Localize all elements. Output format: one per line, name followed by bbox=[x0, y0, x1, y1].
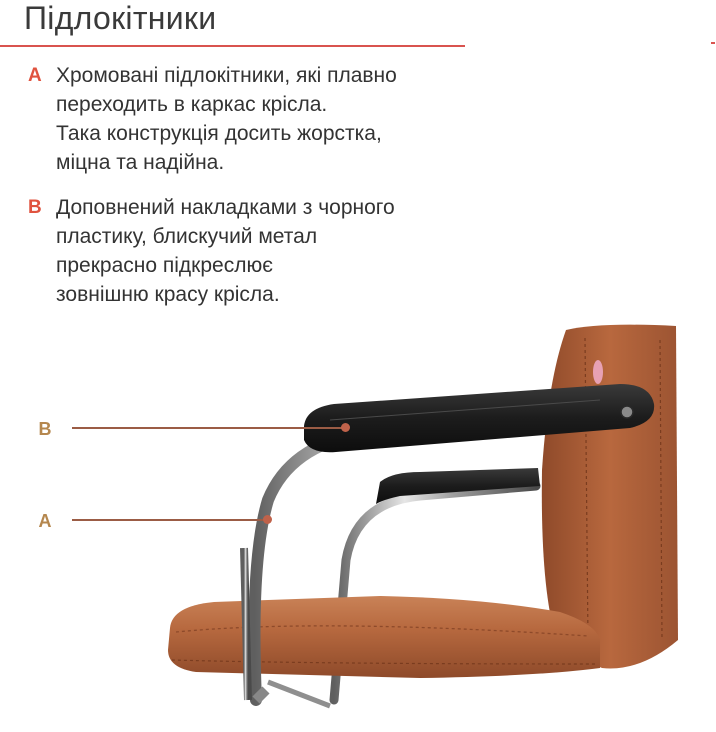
callout-dot-b bbox=[341, 423, 350, 432]
callout-line-a bbox=[72, 519, 266, 521]
feature-text-line: зовнішню красу крісла. bbox=[56, 283, 280, 306]
feature-letter: B bbox=[28, 197, 42, 218]
callout-label-b: B bbox=[38, 419, 52, 439]
feature-item-b bbox=[28, 193, 468, 309]
feature-item-a bbox=[28, 61, 468, 177]
feature-text-line: міцна та надійна. bbox=[56, 151, 225, 174]
feature-text bbox=[56, 61, 468, 177]
divider-mark bbox=[711, 42, 715, 44]
feature-text-line: прекрасно підкреслює bbox=[56, 254, 273, 277]
feature-letter: A bbox=[28, 65, 42, 86]
feature-text-line: пластику, блискучий метал bbox=[56, 225, 318, 248]
feature-text-line: переходить в каркас крісла. bbox=[56, 93, 328, 116]
callout-line-b bbox=[72, 427, 344, 429]
feature-text bbox=[56, 193, 468, 309]
feature-text-line: Доповнений накладками з чорного bbox=[56, 196, 395, 219]
feature-text-line: Така конструкція досить жорстка, bbox=[56, 122, 382, 145]
chair-photo bbox=[0, 320, 716, 732]
title-underline bbox=[0, 45, 465, 47]
feature-text-line: Хромовані підлокітники, які плавно bbox=[56, 64, 397, 87]
callout-label-a: A bbox=[38, 511, 52, 531]
page-title: Підлокітники bbox=[24, 0, 217, 36]
callout-dot-a bbox=[263, 515, 272, 524]
